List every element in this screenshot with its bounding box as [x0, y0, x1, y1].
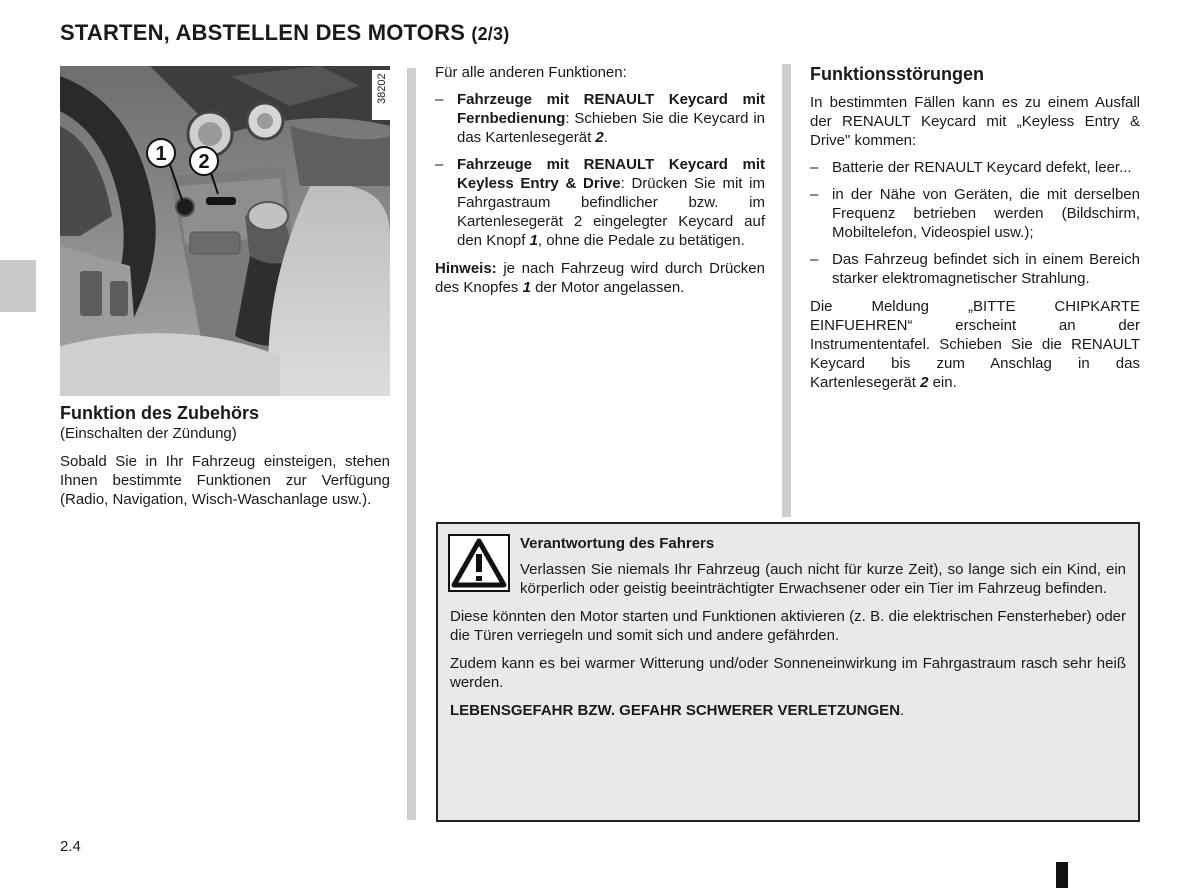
warning-title: Verantwortung des Fahrers — [520, 535, 715, 552]
warning-triangle-icon — [448, 534, 510, 592]
closing-ref: 2 — [920, 374, 929, 391]
malfunctions-heading: Funktionsstörungen — [810, 64, 984, 84]
bullet-dash: – — [435, 91, 444, 108]
left-column — [60, 402, 390, 509]
page-number: 2.4 — [60, 838, 81, 855]
bullet-end: , ohne die Pedale zu betätigen. — [537, 232, 745, 249]
bullet-end: . — [603, 129, 608, 146]
page-title — [60, 20, 509, 46]
malfunctions-closing — [810, 297, 1140, 392]
page-corner-mark — [1056, 862, 1068, 888]
bullet-dash: – — [810, 186, 819, 203]
list-item — [435, 90, 765, 147]
bullet-text: Das Fahrzeug befindet sich in einem Bereich starker elektromagnetischer Strahlung. — [832, 251, 1140, 287]
bullet-dash: – — [810, 251, 819, 268]
dashboard-illustration — [60, 66, 390, 396]
note-paragraph — [435, 259, 765, 297]
bullet-dash: – — [810, 159, 819, 176]
bullet-bold: Fahrzeuge mit RENAULT Keycard mit Fernbedienung — [457, 91, 765, 127]
closing-end: ein. — [928, 374, 957, 391]
image-code: 38202 — [376, 73, 388, 104]
warning-paragraph-1: Verlassen Sie niemals Ihr Fahrzeug (auch nicht für kurze Zeit), so lange sich ein Kind, ein körperlich oder geistig beeinträchtigter Erwachsener oder ein Tier im Fahrzeug befinden. — [520, 561, 1126, 597]
other-functions-intro: Für alle anderen Funktionen: — [435, 64, 627, 81]
accessory-function-paragraph: Sobald Sie in Ihr Fahrzeug einsteigen, stehen Ihnen bestimmte Funktionen zur Verfügung (Radio, Navigation, Wisch-Waschanlage usw.). — [60, 453, 390, 508]
note-ref: 1 — [522, 279, 531, 296]
bullet-bold: Fahrzeuge mit RENAULT Keycard mit Keyless Entry & Drive — [457, 156, 765, 192]
warning-danger-text: LEBENSGEFAHR BZW. GEFAHR SCHWERER VERLETZUNGEN — [450, 702, 901, 719]
callout-label-2: 2 — [198, 151, 210, 173]
column-divider-right — [782, 64, 791, 517]
right-column — [810, 63, 1140, 392]
list-item — [810, 185, 1140, 242]
accessory-function-subheading: (Einschalten der Zündung) — [60, 425, 237, 442]
list-item — [810, 250, 1140, 288]
warning-paragraph-3: Zudem kann es bei warmer Witterung und/oder Sonneneinwirkung im Fahrgastraum rasch sehr heiß werden. — [450, 655, 1126, 691]
note-end: der Motor angelassen. — [530, 279, 685, 296]
note-body: je nach Fahrzeug wird durch Drücken des Knopfes — [435, 260, 765, 296]
page-title-part: (2/3) — [471, 24, 510, 44]
dashboard-photo — [60, 66, 390, 396]
column-divider-middle — [407, 68, 416, 820]
accessory-function-heading: Funktion des Zubehörs — [60, 403, 260, 423]
bullet-text: Batterie der RENAULT Keycard defekt, leer... — [832, 159, 1132, 176]
chapter-tab — [0, 260, 36, 312]
page-title-text: STARTEN, ABSTELLEN DES MOTORS — [60, 20, 466, 45]
warning-box — [436, 522, 1140, 822]
bullet-text: in der Nähe von Geräten, die mit derselben Frequenz betrieben werden (Bildschirm, Mobiltelefon, Videospiel usw.); — [832, 186, 1140, 241]
bullet-ref: 2 — [595, 129, 604, 146]
closing-body: Die Meldung „BITTE CHIPKARTE EINFUEHREN“ erscheint an der Instrumententafel. Schieben Sie die RENAULT Keycard bis zum Anschlag in das Kartenlesegerät — [810, 298, 1140, 391]
middle-column — [435, 63, 765, 297]
warning-danger-end: . — [900, 702, 905, 719]
bullet-text — [457, 155, 765, 250]
bullet-text — [457, 90, 765, 147]
list-item — [435, 155, 765, 250]
bullet-body: : Drücken Sie mit im Fahrgastraum befindlicher bzw. im Kartenlesegerät 2 eingelegter Keycard auf den Knopf — [457, 175, 765, 249]
list-item — [810, 158, 1140, 177]
malfunctions-intro: In bestimmten Fällen kann es zu einem Ausfall der RENAULT Keycard mit „Keyless Entry & Drive" kommen: — [810, 94, 1140, 149]
warning-paragraph-4 — [450, 701, 1126, 720]
note-label: Hinweis: — [435, 260, 497, 277]
warning-paragraph-2: Diese könnten den Motor starten und Funktionen aktivieren (z. B. die elektrischen Fensterheber) oder die Türen verriegeln und somit sich und andere gefährden. — [450, 608, 1126, 644]
bullet-dash: – — [435, 156, 444, 173]
bullet-ref: 1 — [529, 232, 538, 249]
bullet-body: : Schieben Sie die Keycard in das Kartenlesegerät — [457, 110, 765, 146]
callout-label-1: 1 — [155, 143, 167, 165]
